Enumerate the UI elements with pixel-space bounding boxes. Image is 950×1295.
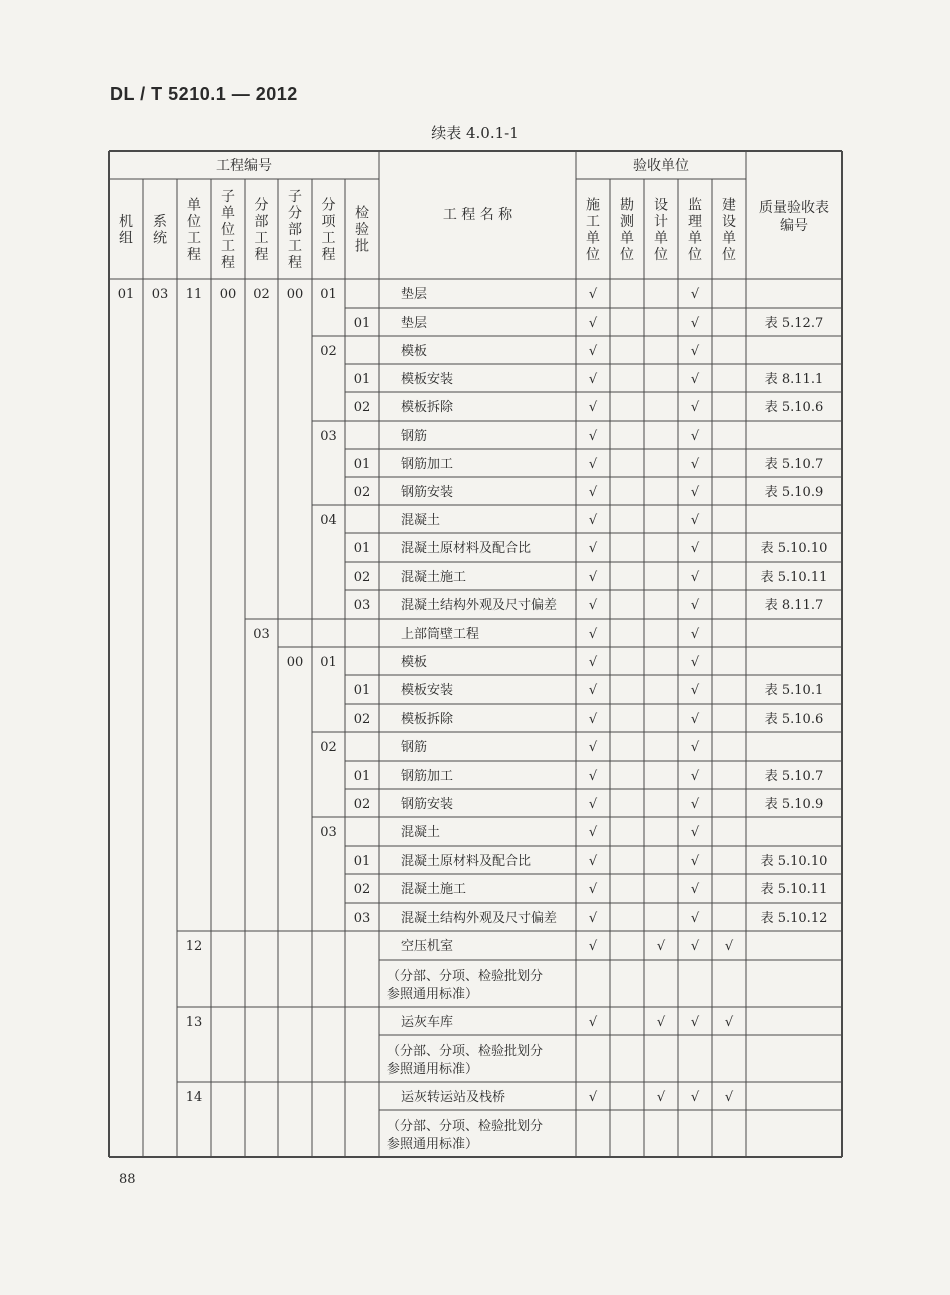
code-cell: 03 [320,825,337,840]
check-mark: √ [690,429,700,444]
project-name: 参照通用标准） [387,1062,479,1077]
header-code-column: 程 [321,246,336,263]
check-mark: √ [588,882,598,897]
check-mark: √ [588,911,598,926]
code-cell: 02 [353,570,371,585]
code-cell: 02 [353,797,371,812]
code-cell: 01 [353,854,371,869]
project-name: 模板安装 [401,683,454,698]
project-name: 混凝土 [401,513,441,528]
project-name: 钢筋安装 [401,485,454,500]
check-mark: √ [690,1090,700,1105]
check-mark: √ [588,400,598,415]
header-accept-column: 设 [722,213,736,230]
header-accept-column: 理 [688,213,702,230]
check-mark: √ [588,429,598,444]
header-quality-column: 质量验收表 [759,200,829,216]
header-accept-column: 计 [654,213,668,230]
project-name: 钢筋 [401,740,428,755]
check-mark: √ [690,485,700,500]
header-accept-column: 位 [722,246,736,263]
header-code-column: 程 [221,255,235,271]
header-code-column: 验 [355,222,369,238]
header-accept-column: 单 [586,230,600,247]
check-mark: √ [690,627,700,642]
header-accept-column: 位 [688,246,702,263]
code-cell: 03 [353,911,371,926]
check-mark: √ [588,1090,598,1105]
project-name: 混凝土结构外观及尺寸偏差 [401,598,558,613]
check-mark: √ [588,344,598,359]
check-mark: √ [588,769,598,784]
header-code-column: 部 [254,213,269,230]
header-code-column: 单 [221,205,235,222]
check-mark: √ [588,316,598,331]
check-mark: √ [724,1090,734,1105]
check-mark: √ [588,570,598,585]
quality-form-number: 表 5.10.11 [760,882,828,897]
project-name: 模板 [401,344,428,359]
header-code-column: 工 [221,238,235,255]
quality-form-number: 表 5.10.7 [764,769,824,784]
quality-form-number: 表 5.10.6 [764,712,824,727]
project-name: 钢筋加工 [401,457,454,472]
project-name: 模板拆除 [401,712,454,727]
header-code-column: 位 [187,213,201,230]
header-code-column: 组 [119,230,133,247]
header-group-code: 工程编号 [216,158,272,174]
header-code-column: 统 [153,230,167,247]
header-code-column: 子 [288,189,302,205]
header-accept-column: 建 [722,197,736,214]
header-code-column: 工 [187,230,201,247]
header-accept-column: 施 [586,197,600,214]
header-code-column: 部 [288,222,302,238]
code-cell: 14 [185,1090,203,1105]
check-mark: √ [690,457,700,472]
code-cell: 01 [117,287,135,302]
quality-form-number: 表 5.10.12 [760,911,828,926]
code-cell: 00 [286,287,304,302]
code-cell: 02 [353,882,371,897]
check-mark: √ [588,457,598,472]
header-accept-column: 单 [620,230,634,247]
project-name: （分部、分项、检验批划分 [387,1044,544,1059]
check-mark: √ [690,769,700,784]
quality-form-number: 表 5.10.10 [760,541,828,556]
code-cell: 01 [320,655,337,670]
code-cell: 02 [353,485,371,500]
check-mark: √ [588,287,598,302]
project-name: 模板拆除 [401,400,454,415]
check-mark: √ [690,372,700,387]
check-mark: √ [588,683,598,698]
quality-form-number: 表 5.10.10 [760,854,828,869]
header-group-accept: 验收单位 [633,158,689,174]
check-mark: √ [690,911,700,926]
code-cell: 03 [320,429,337,444]
header-code-column: 检 [355,205,369,222]
check-mark: √ [690,598,700,613]
check-mark: √ [588,598,598,613]
code-cell: 01 [320,287,337,302]
header-code-column: 位 [221,222,235,238]
check-mark: √ [724,939,734,954]
check-mark: √ [588,825,598,840]
header-code-column: 工 [254,230,269,247]
check-mark: √ [690,825,700,840]
project-name: 混凝土施工 [401,570,467,585]
code-cell: 11 [185,287,203,302]
code-cell: 02 [320,344,337,359]
project-name: 混凝土 [401,825,441,840]
check-mark: √ [588,513,598,528]
check-mark: √ [690,287,700,302]
project-name: 上部筒壁工程 [401,627,480,642]
project-name: 模板安装 [401,372,454,387]
header-accept-column: 勘 [620,197,634,214]
check-mark: √ [656,1090,666,1105]
quality-form-number: 表 5.12.7 [764,316,824,331]
code-cell: 02 [353,712,371,727]
header-code-column: 分 [321,197,336,214]
project-name: 钢筋安装 [401,797,454,812]
header-accept-column: 工 [586,213,600,230]
header-name-column: 工 程 名 称 [442,207,513,223]
project-name: 混凝土原材料及配合比 [401,541,532,556]
check-mark: √ [588,655,598,670]
header-code-column: 工 [288,238,302,255]
code-cell: 02 [253,287,270,302]
quality-form-number: 表 5.10.6 [764,400,824,415]
code-cell: 02 [320,740,337,755]
quality-form-number: 表 5.10.1 [764,683,824,698]
check-mark: √ [690,712,700,727]
check-mark: √ [690,683,700,698]
check-mark: √ [690,882,700,897]
check-mark: √ [588,854,598,869]
check-mark: √ [690,400,700,415]
project-name: 参照通用标准） [387,987,479,1002]
header-code-column: 工 [321,230,336,247]
header-accept-column: 位 [654,246,668,263]
check-mark: √ [588,939,598,954]
project-name: （分部、分项、检验批划分 [387,1119,544,1134]
check-mark: √ [690,939,700,954]
check-mark: √ [690,1015,700,1030]
check-mark: √ [656,939,666,954]
quality-form-number: 表 8.11.7 [764,598,824,613]
check-mark: √ [588,485,598,500]
project-name: 空压机室 [401,939,454,954]
code-cell: 00 [219,287,237,302]
project-name: 钢筋加工 [401,769,454,784]
code-cell: 01 [353,541,371,556]
check-mark: √ [690,316,700,331]
code-cell: 03 [353,598,371,613]
header-accept-column: 位 [586,246,600,263]
table-caption: 续表 4.0.1-1 [431,124,519,142]
check-mark: √ [588,740,598,755]
project-name: 混凝土原材料及配合比 [401,854,532,869]
check-mark: √ [588,797,598,812]
code-cell: 00 [286,655,304,670]
quality-form-number: 表 5.10.7 [764,457,824,472]
code-cell: 01 [353,683,371,698]
header-code-column: 机 [119,213,133,230]
header-code-column: 子 [221,189,235,205]
project-name: 混凝土施工 [401,882,467,897]
check-mark: √ [690,797,700,812]
check-mark: √ [588,372,598,387]
check-mark: √ [588,1015,598,1030]
header-code-column: 项 [321,213,336,230]
project-name: 垫层 [401,287,428,302]
code-cell: 01 [353,316,371,331]
document-code: DL / T 5210.1 — 2012 [110,84,298,104]
project-name: （分部、分项、检验批划分 [387,969,544,984]
code-cell: 01 [353,457,371,472]
project-name: 钢筋 [401,429,428,444]
code-cell: 01 [353,769,371,784]
project-name: 运灰车库 [401,1015,454,1030]
code-cell: 13 [185,1015,203,1030]
code-cell: 12 [185,939,203,954]
code-cell: 03 [151,287,169,302]
check-mark: √ [724,1015,734,1030]
quality-form-number: 表 8.11.1 [764,372,824,387]
header-quality-column: 编号 [780,218,808,234]
project-name: 运灰转运站及栈桥 [401,1090,506,1105]
header-code-column: 单 [187,197,201,214]
header-accept-column: 设 [654,197,668,214]
project-name: 模板 [401,655,428,670]
header-code-column: 程 [254,246,269,263]
check-mark: √ [690,655,700,670]
header-accept-column: 单 [654,230,668,247]
check-mark: √ [690,740,700,755]
check-mark: √ [690,570,700,585]
check-mark: √ [588,627,598,642]
page-number: 88 [119,1172,136,1187]
quality-form-number: 表 5.10.9 [764,797,824,812]
header-accept-column: 监 [688,197,702,214]
code-cell: 04 [320,513,337,528]
header-code-column: 程 [187,246,201,263]
header-code-column: 程 [288,255,302,271]
check-mark: √ [690,541,700,556]
header-accept-column: 单 [688,230,702,247]
check-mark: √ [690,854,700,869]
check-mark: √ [690,344,700,359]
project-name: 混凝土结构外观及尺寸偏差 [401,911,558,926]
code-cell: 01 [353,372,371,387]
check-mark: √ [690,513,700,528]
project-name: 垫层 [401,316,428,331]
code-cell: 02 [353,400,371,415]
check-mark: √ [588,712,598,727]
check-mark: √ [588,541,598,556]
header-code-column: 批 [355,238,369,255]
quality-form-number: 表 5.10.9 [764,485,824,500]
header-code-column: 分 [288,205,302,222]
header-accept-column: 测 [620,213,634,230]
quality-form-number: 表 5.10.11 [760,570,828,585]
header-accept-column: 位 [620,246,634,263]
header-accept-column: 单 [722,230,736,247]
check-mark: √ [656,1015,666,1030]
header-code-column: 系 [153,213,167,230]
code-cell: 03 [253,627,270,642]
header-code-column: 分 [254,197,269,214]
project-name: 参照通用标准） [387,1137,479,1152]
